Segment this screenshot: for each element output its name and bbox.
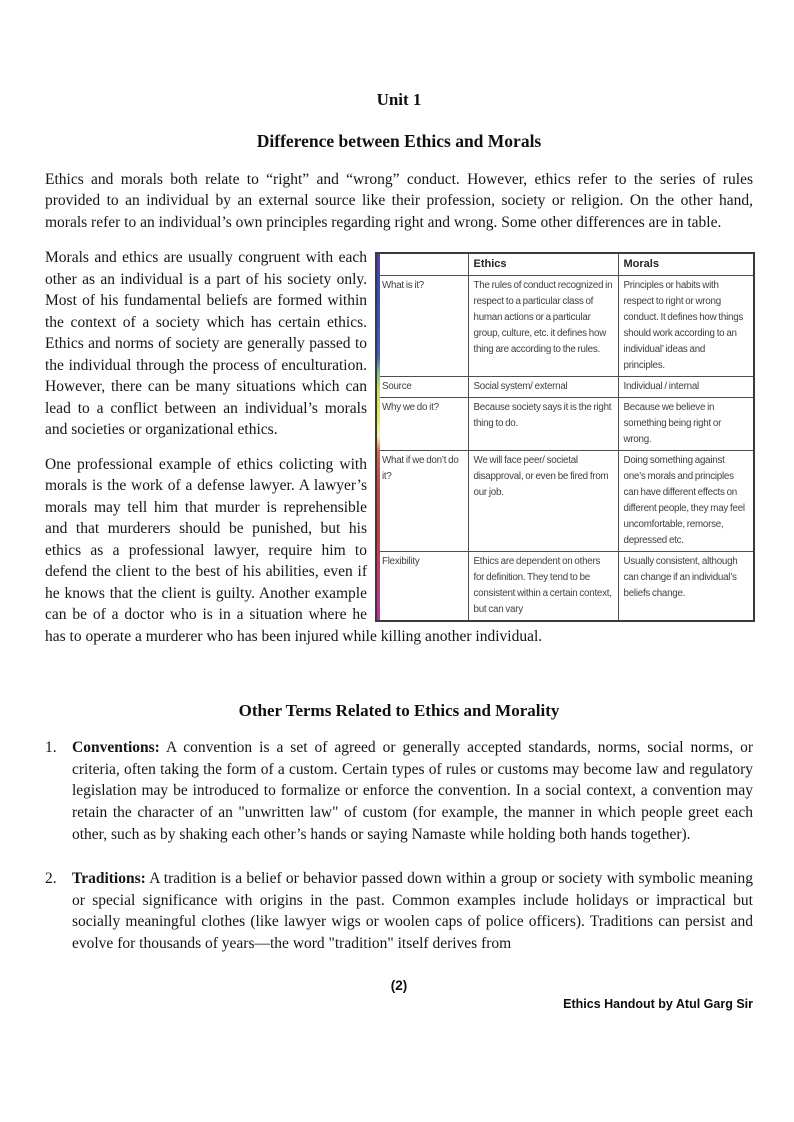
ethics-cell: Because society says it is the right thing to do.: [468, 397, 618, 450]
body-paragraph-1: Morals and ethics are usually congruent with each other as an individual is a part of his society only. Most of his fundamental beliefs are formed within the context of a society which has certain ethics. Ethics and norms of society are generally passed to the individual through the process of enculturation. However, there can be many situations which can lead to a conflict between an individual’s morals and societies or organizational ethics.: [45, 249, 367, 439]
unit-title: Unit 1: [376, 90, 422, 109]
list-number: 2.: [45, 870, 57, 888]
ethics-cell: Ethics are dependent on others for definition. They tend to be consistent within a certain context, but can vary: [468, 551, 618, 621]
term-label: Traditions:: [72, 870, 146, 888]
morals-cell: Because we believe in something being right or wrong.: [618, 397, 754, 450]
header-cell-blank: [376, 253, 468, 275]
ethics-morals-table: [375, 252, 755, 622]
ethics-cell: Social system/ external: [468, 376, 618, 397]
row-label: Why we do it?: [376, 397, 468, 450]
list-item-text: [72, 737, 753, 845]
intro-paragraph: Ethics and morals both relate to “right” and “wrong” conduct. However, ethics refer to the series of rules provided to an individual by an external source like their profession, society or religion. On the other hand, morals refer to an individual’s own principles regarding right and wrong. Some other differences are in table.: [45, 171, 753, 231]
section-heading: Other Terms Related to Ethics and Morality: [238, 701, 560, 721]
list-item-text: [72, 868, 753, 954]
morals-cell: Doing something against one’s morals and principles can have different effects on different people, they may feel uncomfortable, remorse, depressed etc.: [618, 450, 754, 551]
table-header-row: [376, 253, 754, 275]
table-row: [376, 275, 754, 376]
term-definition: A convention is a set of agreed or generally accepted standards, norms, social norms, or criteria, often taking the form of a custom. Certain types of rules or customs may become law and regulatory legislation may be introduced to formalize or enforce the convention. In a social context, a convention may retain the character of an "unwritten law" of custom (for example, the manner in which people greet each other, such as by shaking each other’s hands or saying Namaste while holding both hands together).: [72, 739, 753, 843]
list-number: 1.: [45, 739, 57, 757]
page-title: Difference between Ethics and Morals: [256, 131, 542, 151]
morals-cell: Principles or habits with respect to right or wrong conduct. It defines how things should work according to an individual’ ideas and principles.: [618, 275, 754, 376]
terms-list: [45, 737, 753, 954]
footer-credit: Ethics Handout by Atul Garg Sir: [563, 996, 753, 1011]
table-row: [376, 397, 754, 450]
comparison-table-container: [375, 252, 753, 622]
morals-cell: Usually consistent, although can change if an individual’s beliefs change.: [618, 551, 754, 621]
row-label: What if we don’t do it?: [376, 450, 468, 551]
header-cell-ethics: Ethics: [468, 253, 618, 275]
body-paragraph-2: One professional example of ethics colicting with morals is the work of a defense lawyer. A lawyer’s morals may tell him that murder is reprehensible and that murderers should be punished, but his ethics as a professional lawyer, require him to defend the client to the best of his abilities, even if he knows that the client is guilty. Another example can be of a doctor who is in a situation where he has to operate a murderer who has been injured while killing another individual.: [45, 455, 543, 645]
row-label: Source: [376, 376, 468, 397]
ethics-cell: We will face peer/ societal disapproval, or even be fired from our job.: [468, 450, 618, 551]
comparison-section: [45, 247, 753, 647]
header-cell-morals: Morals: [618, 253, 754, 275]
table-row: [376, 450, 754, 551]
table-row: [376, 376, 754, 397]
term-definition: A tradition is a belief or behavior passed down within a group or society with symbolic meaning or special significance with origins in the past. Common examples include holidays or impractical but socially meaningful clothes (like lawyer wigs or woolen caps of police officers). Traditions can persist and evolve for thousands of years—the word "tradition" itself derives from: [72, 870, 753, 952]
row-label: What is it?: [376, 275, 468, 376]
row-label: Flexibility: [376, 551, 468, 621]
page-number: (2): [390, 977, 408, 993]
table-row: [376, 551, 754, 621]
ethics-cell: The rules of conduct recognized in respect to a particular class of human actions or a particular group, culture, etc. it defines how thing are according to the rules.: [468, 275, 618, 376]
term-label: Conventions:: [72, 739, 160, 757]
list-item-traditions: [45, 868, 753, 954]
morals-cell: Individual / internal: [618, 376, 754, 397]
list-item-conventions: [45, 737, 753, 845]
rainbow-edge-strip: [377, 254, 380, 620]
